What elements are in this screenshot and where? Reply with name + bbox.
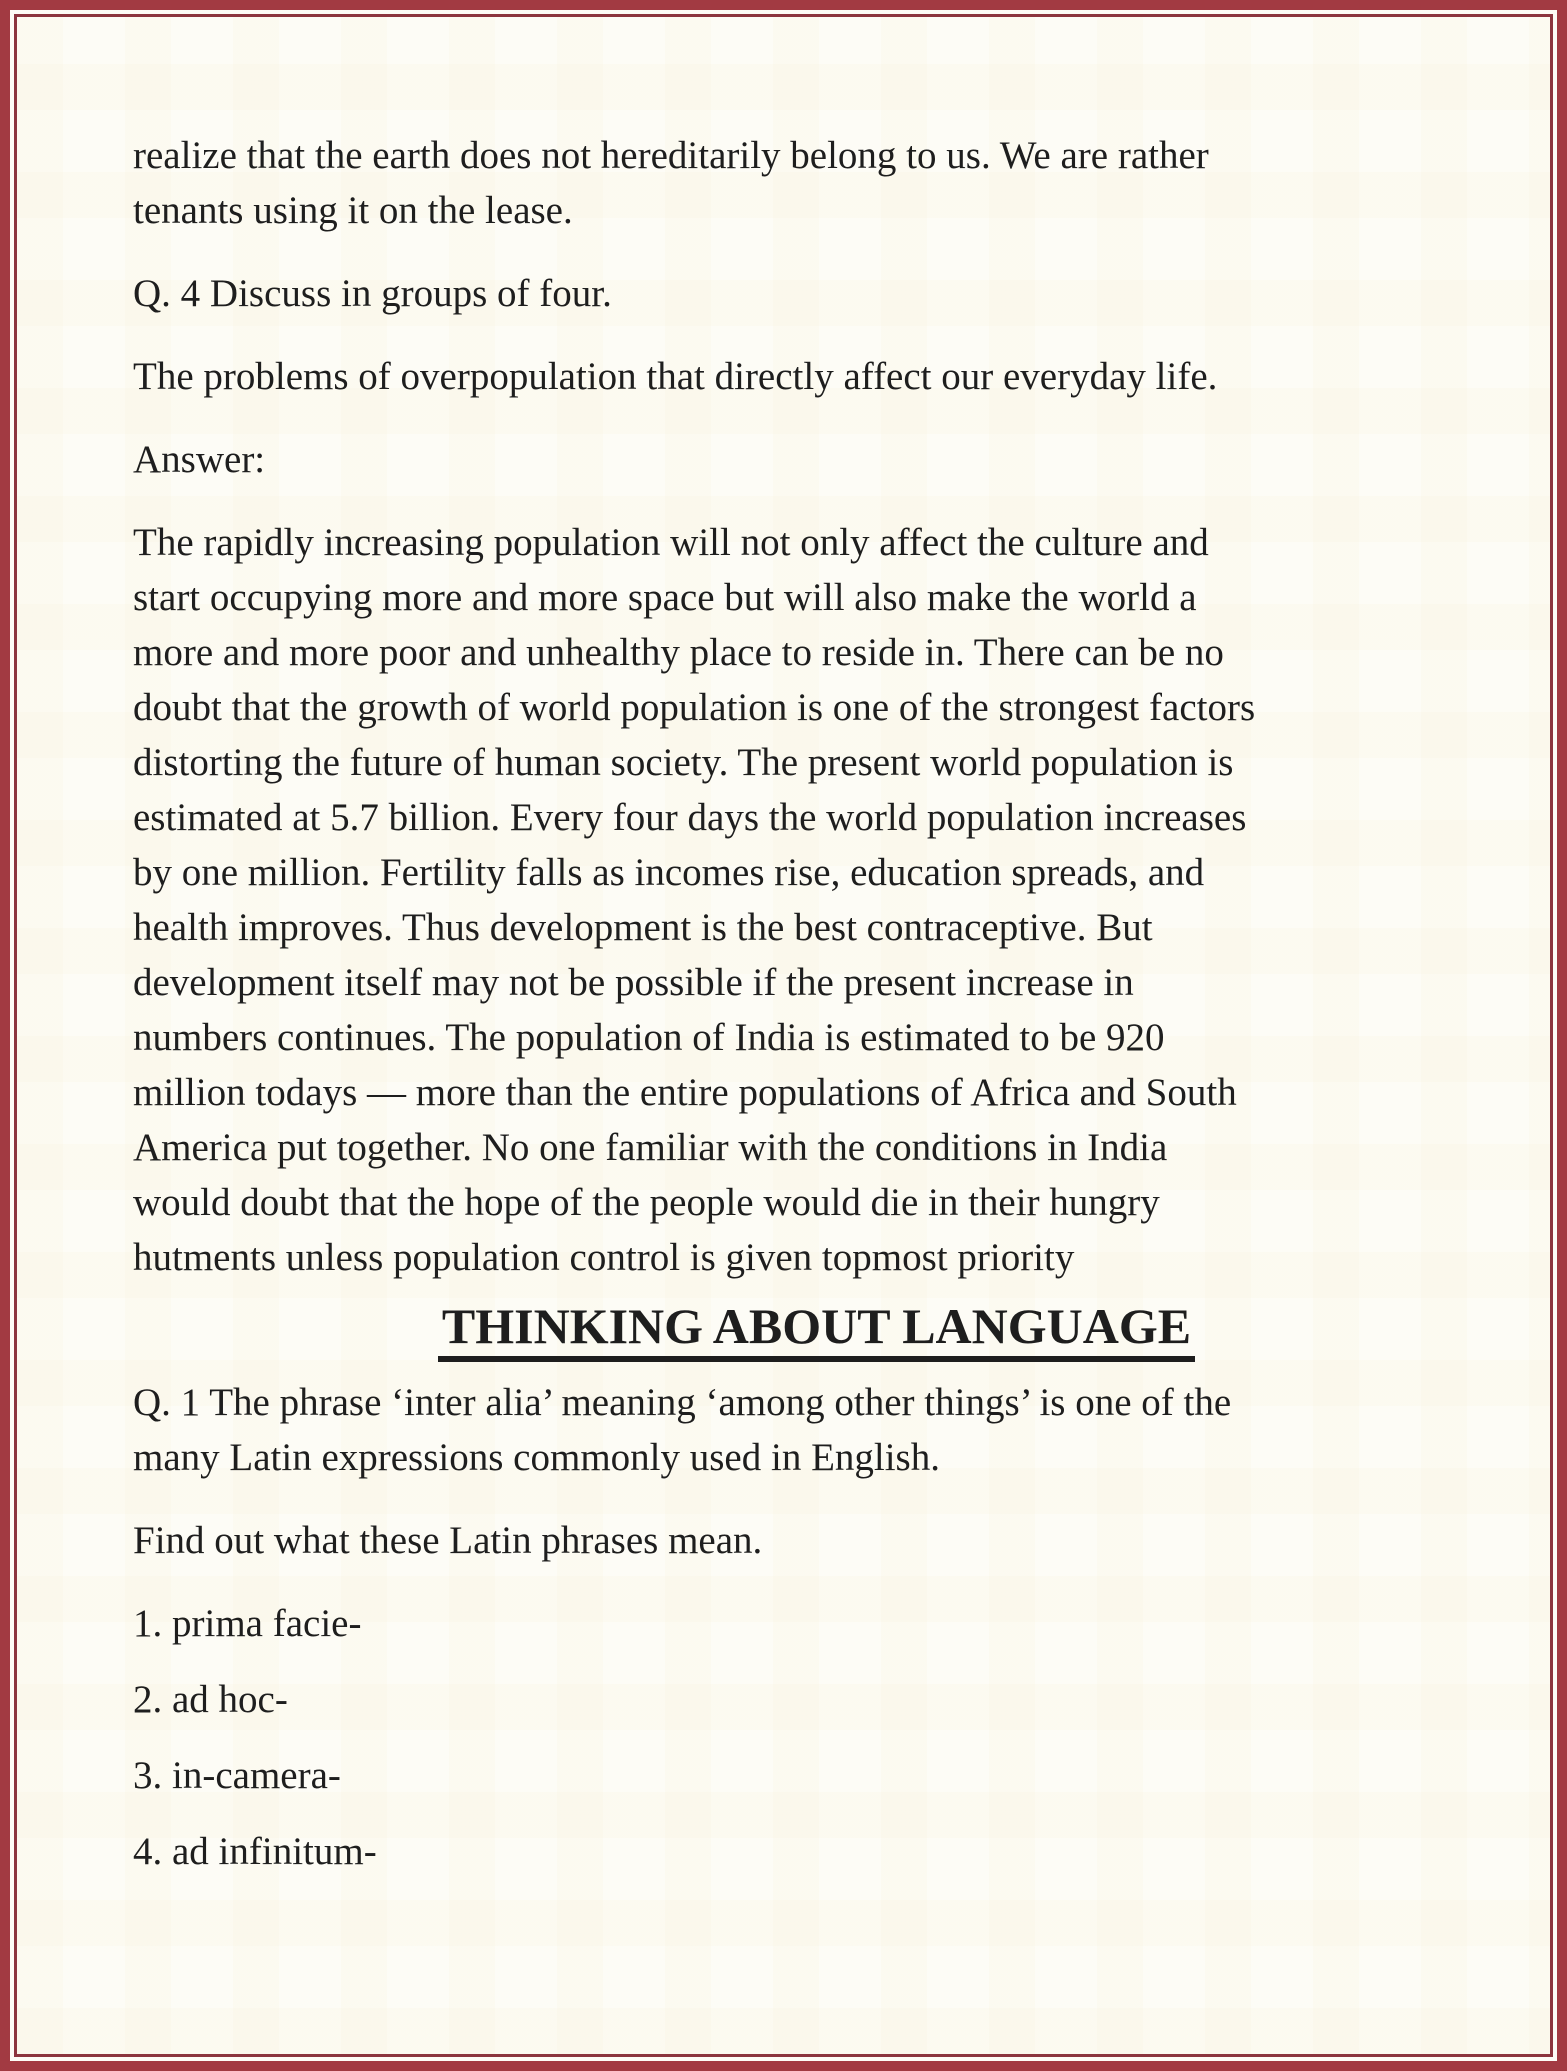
text-line: America put together. No one familiar with the conditions in India	[133, 1126, 1168, 1169]
text-line: Find out what these Latin phrases mean.	[133, 1519, 763, 1562]
text-line: start occupying more and more space but will also make the world a	[133, 576, 1197, 619]
section-heading	[133, 1295, 1500, 1357]
text-line: by one million. Fertility falls as incomes rise, education spreads, and	[133, 851, 1205, 894]
text-line: numbers continues. The population of India is estimated to be 920	[133, 1016, 1165, 1059]
answer-paragraph	[133, 515, 1500, 1285]
text-line: realize that the earth does not hereditarily belong to us. We are rather	[133, 134, 1209, 177]
text-line: 1. prima facie-	[133, 1602, 362, 1645]
text-line: development itself may not be possible if the present increase in	[133, 961, 1134, 1004]
latin-list-item-1	[133, 1596, 1500, 1651]
latin-list-item-2	[133, 1672, 1500, 1727]
text-line: Answer:	[133, 438, 266, 481]
intro-paragraph	[133, 128, 1500, 238]
text-line: Q. 1 The phrase ‘inter alia’ meaning ‘among other things’ is one of the	[133, 1381, 1232, 1424]
text-line: would doubt that the hope of the people would die in their hungry	[133, 1181, 1160, 1224]
text-line: hutments unless population control is given topmost priority	[133, 1236, 1075, 1279]
page-inner-border	[14, 14, 1553, 2057]
text-line: The rapidly increasing population will not only affect the culture and	[133, 521, 1209, 564]
text-line: Q. 4 Discuss in groups of four.	[133, 272, 612, 315]
text-line: The problems of overpopulation that directly affect our everyday life.	[133, 355, 1218, 398]
text-line: 2. ad hoc-	[133, 1678, 288, 1721]
text-line: distorting the future of human society. The present world population is	[133, 741, 1234, 784]
text-line: million todays — more than the entire populations of Africa and South	[133, 1071, 1237, 1114]
find-out-instruction	[133, 1513, 1500, 1568]
question-1-paragraph	[133, 1375, 1500, 1485]
question-4-topic	[133, 349, 1500, 404]
text-line: many Latin expressions commonly used in English.	[133, 1436, 940, 1479]
text-line: health improves. Thus development is the best contraceptive. But	[133, 906, 1153, 949]
text-line: more and more poor and unhealthy place to reside in. There can be no	[133, 631, 1224, 674]
text-line: 4. ad infinitum-	[133, 1830, 377, 1873]
text-line: tenants using it on the lease.	[133, 189, 573, 232]
text-line: estimated at 5.7 billion. Every four days the world population increases	[133, 796, 1247, 839]
answer-label	[133, 432, 1500, 487]
text-line: doubt that the growth of world population is one of the strongest factors	[133, 686, 1256, 729]
question-4-prompt	[133, 266, 1500, 321]
text-line: 3. in-camera-	[133, 1754, 341, 1797]
latin-list-item-3	[133, 1748, 1500, 1803]
latin-list-item-4	[133, 1824, 1500, 1879]
section-heading-text: THINKING ABOUT LANGUAGE	[438, 1298, 1195, 1362]
